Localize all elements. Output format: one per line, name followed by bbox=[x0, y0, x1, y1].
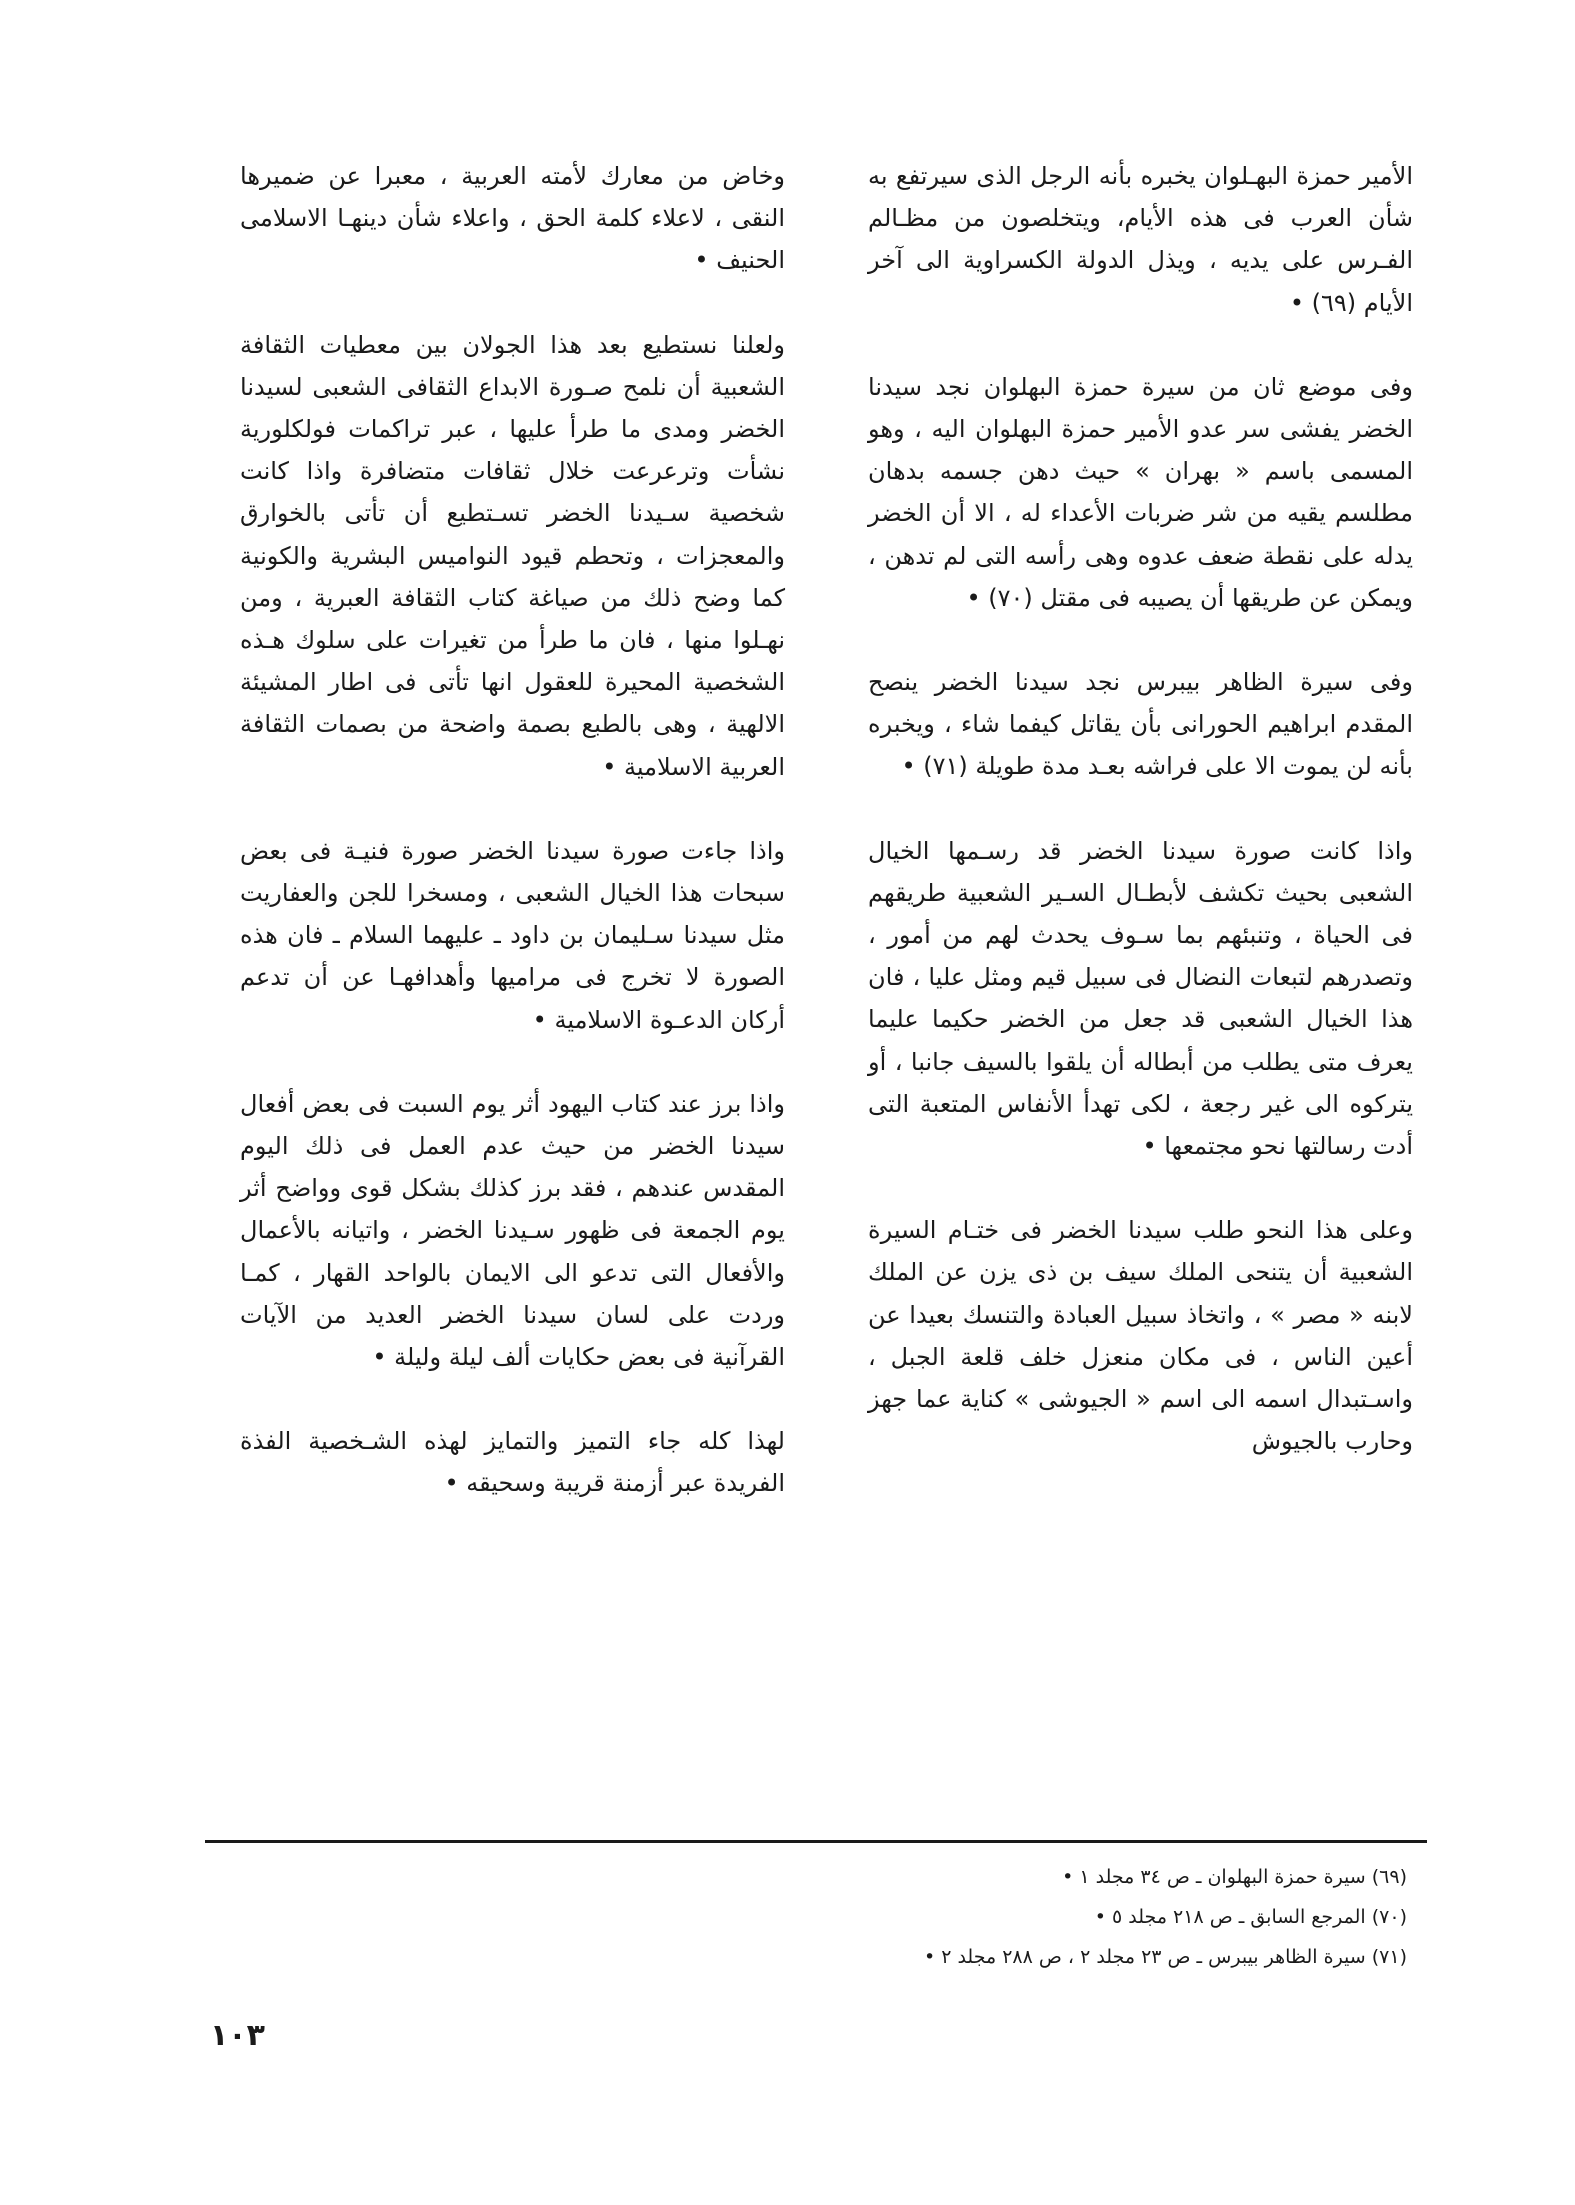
paragraph: لهذا كله جاء التميز والتمايز لهذه الشـخصية الفذة الفريدة عبر أزمنة قريبة وسحيقه • bbox=[240, 1427, 785, 1498]
footnote-divider bbox=[205, 1840, 1427, 1843]
paragraph: ولعلنا نستطيع بعد هذا الجولان بين معطيات الثقافة الشعبية أن نلمح صـورة الابداع الثقافى الشعبى لسيدنا الخضر ومدى ما طرأ عليها ، عبر تراكمات فولكلورية نشأت وترعرعت خلال ثقافات متضافرة واذا كانت شخصية سـيدنا الخضر تسـتطيع أن تأتى بالخوارق والمعجزات ، وتحطم قيود النواميس البشرية والكونية كما وضح ذلك من صياغة كتاب الثقافة العبرية ، ومن نهـلوا منها ، فان ما طرأ من تغيرات على سلوك هـذه الشخصية المحيرة للعقول انها تأتى فى اطار المشيئة الالهية ، وهى بالطبع بصمة واضحة من بصمات الثقافة العربية الاسلامية • bbox=[240, 330, 785, 781]
paragraph: واذا جاءت صورة سيدنا الخضر صورة فنيـة فى بعض سبحات هذا الخيال الشعبى ، ومسخرا للجن والعفاريت مثل سيدنا سـليمان بن داود ـ عليهما السلام ـ فان هذه الصورة لا تخرج فى مراميها وأهدافهـا عن أن تدعم أركان الدعـوة الاسلامية • bbox=[240, 836, 785, 1034]
footnotes bbox=[540, 1857, 1407, 1977]
page-number: ١٠٣ bbox=[210, 2018, 265, 2053]
footnote: (٦٩) سيرة حمزة البهلوان ـ ص ٣٤ مجلد ١ • bbox=[1062, 1866, 1407, 1888]
right-text-column bbox=[868, 155, 1413, 1504]
paragraph: الأمير حمزة البهـلوان يخبره بأنه الرجل الذى سيرتفع به شأن العرب فى هذه الأيام، ويتخلصون من مظـالم الفـرس على يديه ، ويذل الدولة الكسراوية الى آخر الأيام (٦٩) • bbox=[868, 162, 1413, 317]
paragraph: وفى سيرة الظاهر بيبرس نجد سيدنا الخضر ينصح المقدم ابراهيم الحورانى بأن يقاتل كيفما شاء ، ويخبره بأنه لن يموت الا على فراشه بعـد مدة طويلة (٧١) • bbox=[868, 668, 1413, 781]
footnote: (٧٠) المرجع السابق ـ ص ٢١٨ مجلد ٥ • bbox=[1094, 1906, 1407, 1928]
paragraph: واذا كانت صورة سيدنا الخضر قد رسـمها الخيال الشعبى بحيث تكشف لأبطـال السـير الشعبية طريقهم فى الحياة ، وتنبئهم بما سـوف يحدث لهم من أمور ، وتصدرهم لتبعات النضال فى سبيل قيم ومثل عليا ، فان هذا الخيال الشعبى قد جعل من الخضر حكيما عليما يعرف متى يطلب من أبطاله أن يلقوا بالسيف جانبا ، أو يتركوه الى غير رجعة ، لكى تهدأ الأنفاس المتعبة التى أدت رسالتها نحو مجتمعها • bbox=[868, 836, 1413, 1161]
paragraph: واذا برز عند كتاب اليهود أثر يوم السبت فى بعض أفعال سيدنا الخضر من حيث عدم العمل فى ذلك اليوم المقدس عندهم ، فقد برز كذلك بشكل قوى وواضح أثر يوم الجمعة فى ظهور سـيدنا الخضر ، واتيانه بالأعمال والأفعال التى تدعو الى الايمان بالواحد القهار ، كمـا وردت على لسان سيدنا الخضر العديد من الآيات القرآنية فى بعض حكايات ألف ليلة وليلة • bbox=[240, 1089, 785, 1372]
footnote: (٧١) سيرة الظاهر بيبرس ـ ص ٢٣ مجلد ٢ ، ص ٢٨٨ مجلد ٢ • bbox=[923, 1946, 1407, 1968]
left-text-column bbox=[240, 155, 785, 1547]
paragraph: وخاض من معارك لأمته العربية ، معبرا عن ضميرها النقى ، لاعلاء كلمة الحق ، واعلاء شأن دينهـا الاسلامى الحنيف • bbox=[240, 162, 785, 275]
paragraph: وعلى هذا النحو طلب سيدنا الخضر فى ختـام السيرة الشعبية أن يتنحى الملك سيف بن ذى يزن عن الملك لابنه « مصر » ، واتخاذ سبيل العبادة والتنسك بعيدا عن أعين الناس ، فى مكان منعزل خلف قلعة الجبل ، واسـتبدال اسمه الى اسم « الجيوشى » كناية عما جهز وحارب بالجيوش bbox=[868, 1216, 1413, 1456]
paragraph: وفى موضع ثان من سيرة حمزة البهلوان نجد سيدنا الخضر يفشى سر عدو الأمير حمزة البهلوان اليه ، وهو المسمى باسم « بهران » حيث دهن جسمه بدهان مطلسم يقيه من شر ضربات الأعداء له ، الا أن الخضر يدله على نقطة ضعف عدوه وهى رأسه التى لم تدهن ، ويمكن عن طريقها أن يصيبه فى مقتل (٧٠) • bbox=[868, 372, 1413, 612]
